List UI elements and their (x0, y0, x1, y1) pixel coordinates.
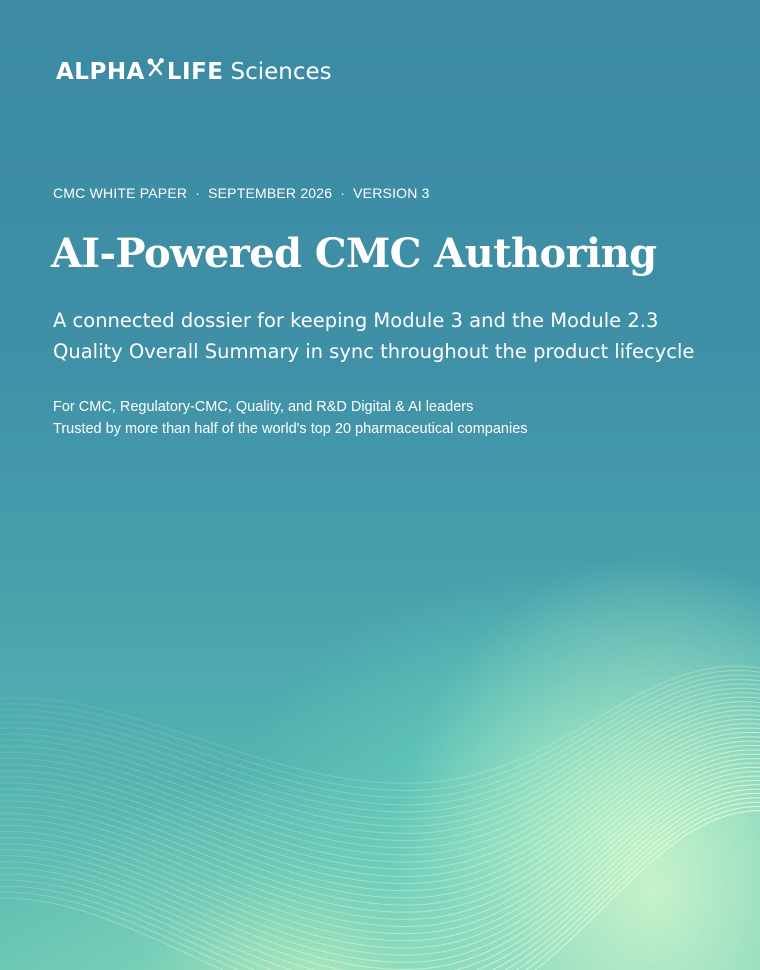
logo-life-text: LIFE (166, 59, 224, 85)
doc-type-label: CMC WHITE PAPER (53, 185, 188, 201)
meta-separator: · (340, 185, 346, 201)
doc-version-label: VERSION 3 (353, 185, 430, 201)
page-subtitle (53, 305, 733, 367)
meta-separator: · (195, 185, 201, 201)
logo-sciences-text: Sciences (230, 59, 332, 85)
logo-molecule-icon (146, 55, 166, 81)
doc-date-label: SEPTEMBER 2026 (208, 185, 333, 201)
audience-line-1: For CMC, Regulatory-CMC, Quality, and R&D Digital & AI leaders (53, 399, 474, 415)
company-logo (56, 56, 332, 88)
audience-statement (53, 396, 528, 440)
logo-alpha-text: ALPHA (56, 59, 145, 85)
page-title: AI-Powered CMC Authoring (51, 230, 657, 277)
document-meta-line (53, 185, 430, 201)
subtitle-line-1: A connected dossier for keeping Module 3 and the Module 2.3 (53, 309, 659, 332)
subtitle-line-2: Quality Overall Summary in sync throughout the product lifecycle (53, 340, 695, 363)
audience-line-2: Trusted by more than half of the world's top 20 pharmaceutical companies (53, 421, 528, 437)
